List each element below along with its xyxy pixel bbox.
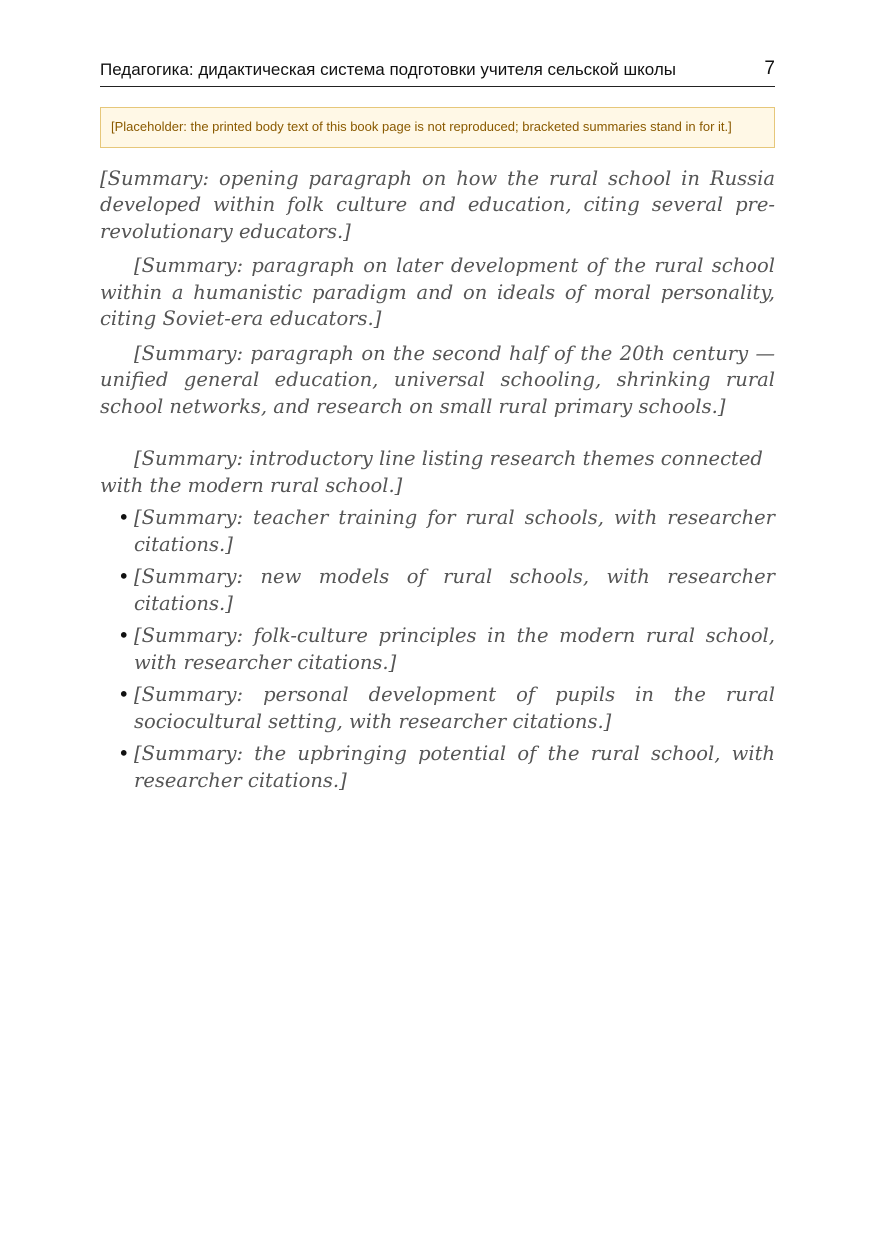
running-title: Педагогика: дидактическая система подготовки учителя сельской школы <box>100 60 676 79</box>
list-item-text: [Summary: teacher training for rural schools, with researcher citations.] <box>134 506 775 556</box>
page-number: 7 <box>764 58 775 79</box>
running-header <box>100 58 775 87</box>
research-topics-list <box>100 505 775 794</box>
list-item <box>100 741 775 794</box>
bullet-icon: • <box>118 624 130 647</box>
placeholder-notice: [Placeholder: the printed body text of this book page is not reproduced; bracketed summaries stand in for it.] <box>100 107 775 148</box>
bullet-icon: • <box>118 506 130 529</box>
bullet-icon: • <box>118 565 130 588</box>
page-body <box>100 107 775 794</box>
list-item-text: [Summary: the upbringing potential of the rural school, with researcher citations.] <box>134 742 775 792</box>
list-item-text: [Summary: new models of rural schools, with researcher citations.] <box>134 565 775 615</box>
list-item <box>100 623 775 676</box>
bullet-icon: • <box>118 742 130 765</box>
paragraph-3: [Summary: paragraph on the second half of the 20th century — unified general education, universal schooling, shrinking rural school networks, and research on small rural primary schools.] <box>100 341 775 418</box>
list-intro: [Summary: introductory line listing research themes connected with the modern rural school.] <box>100 447 763 497</box>
paragraph-1: [Summary: opening paragraph on how the rural school in Russia developed within folk culture and education, citing several pre-revolutionary educators.] <box>100 166 775 243</box>
list-item-text: [Summary: folk-culture principles in the modern rural school, with researcher citations.] <box>134 624 775 674</box>
paragraph-2: [Summary: paragraph on later development of the rural school within a humanistic paradigm and on ideals of moral personality, citing Soviet-era educators.] <box>100 254 775 330</box>
list-item <box>100 505 775 558</box>
list-item <box>100 682 775 735</box>
bullet-icon: • <box>118 683 130 706</box>
list-item-text: [Summary: personal development of pupils in the rural sociocultural setting, with researcher citations.] <box>134 683 775 733</box>
list-item <box>100 564 775 617</box>
